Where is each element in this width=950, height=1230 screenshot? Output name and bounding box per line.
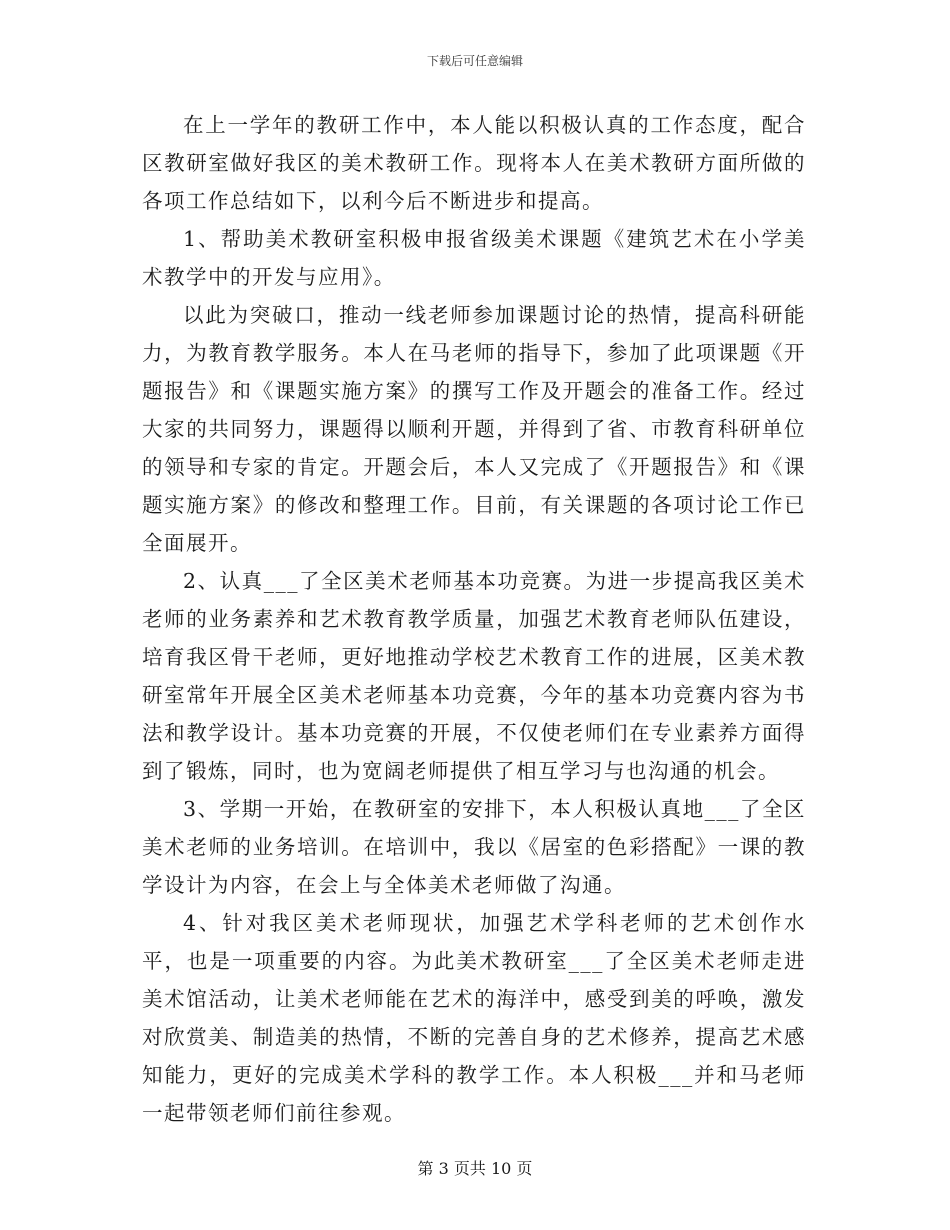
document-body — [142, 106, 806, 1132]
paragraph-item-2: 2、认真___了全区美术老师基本功竞赛。为进一步提高我区美术老师的业务素养和艺术教育教学质量，加强艺术教育老师队伍建设，培育我区骨干老师，更好地推动学校艺术教育工作的进展，区美术教研室常年开展全区美术老师基本功竞赛，今年的基本功竞赛内容为书法和教学设计。基本功竞赛的开展，不仅使老师们在专业素养方面得到了锻炼，同时，也为宽阔老师提供了相互学习与也沟通的机会。 — [142, 569, 806, 783]
paragraph-item-4: 4、针对我区美术老师现状，加强艺术学科老师的艺术创作水平，也是一项重要的内容。为此美术教研室___了全区美术老师走进美术馆活动，让美术老师能在艺术的海洋中，感受到美的呼唤，激发对欣赏美、制造美的热情，不断的完善自身的艺术修养，提高艺术感知能力，更好的完成美术学科的教学工作。本人积极___并和马老师一起带领老师们前往参观。 — [142, 911, 806, 1125]
paragraph-item-3: 3、学期一开始，在教研室的安排下，本人积极认真地___了全区美术老师的业务培训。在培训中，我以《居室的色彩搭配》一课的教学设计为内容，在会上与全体美术老师做了沟通。 — [142, 797, 806, 897]
paragraph-item-1: 1、帮助美术教研室积极申报省级美术课题《建筑艺术在小学美术教学中的开发与应用》。 — [142, 227, 806, 289]
page-header-note: 下载后可任意编辑 — [426, 54, 523, 68]
paragraph-intro: 在上一学年的教研工作中，本人能以积极认真的工作态度，配合区教研室做好我区的美术教研工作。现将本人在美术教研方面所做的各项工作总结如下，以利今后不断进步和提高。 — [142, 113, 806, 213]
page-number: 第 3 页共 10 页 — [417, 1159, 533, 1178]
paragraph-item-1-detail: 以此为突破口，推动一线老师参加课题讨论的热情，提高科研能力，为教育教学服务。本人在马老师的指导下，参加了此项课题《开题报告》和《课题实施方案》的撰写工作及开题会的准备工作。经过大家的共同努力，课题得以顺利开题，并得到了省、市教育科研单位的领导和专家的肯定。开题会后，本人又完成了《开题报告》和《课题实施方案》的修改和整理工作。目前，有关课题的各项讨论工作已全面展开。 — [142, 303, 806, 555]
